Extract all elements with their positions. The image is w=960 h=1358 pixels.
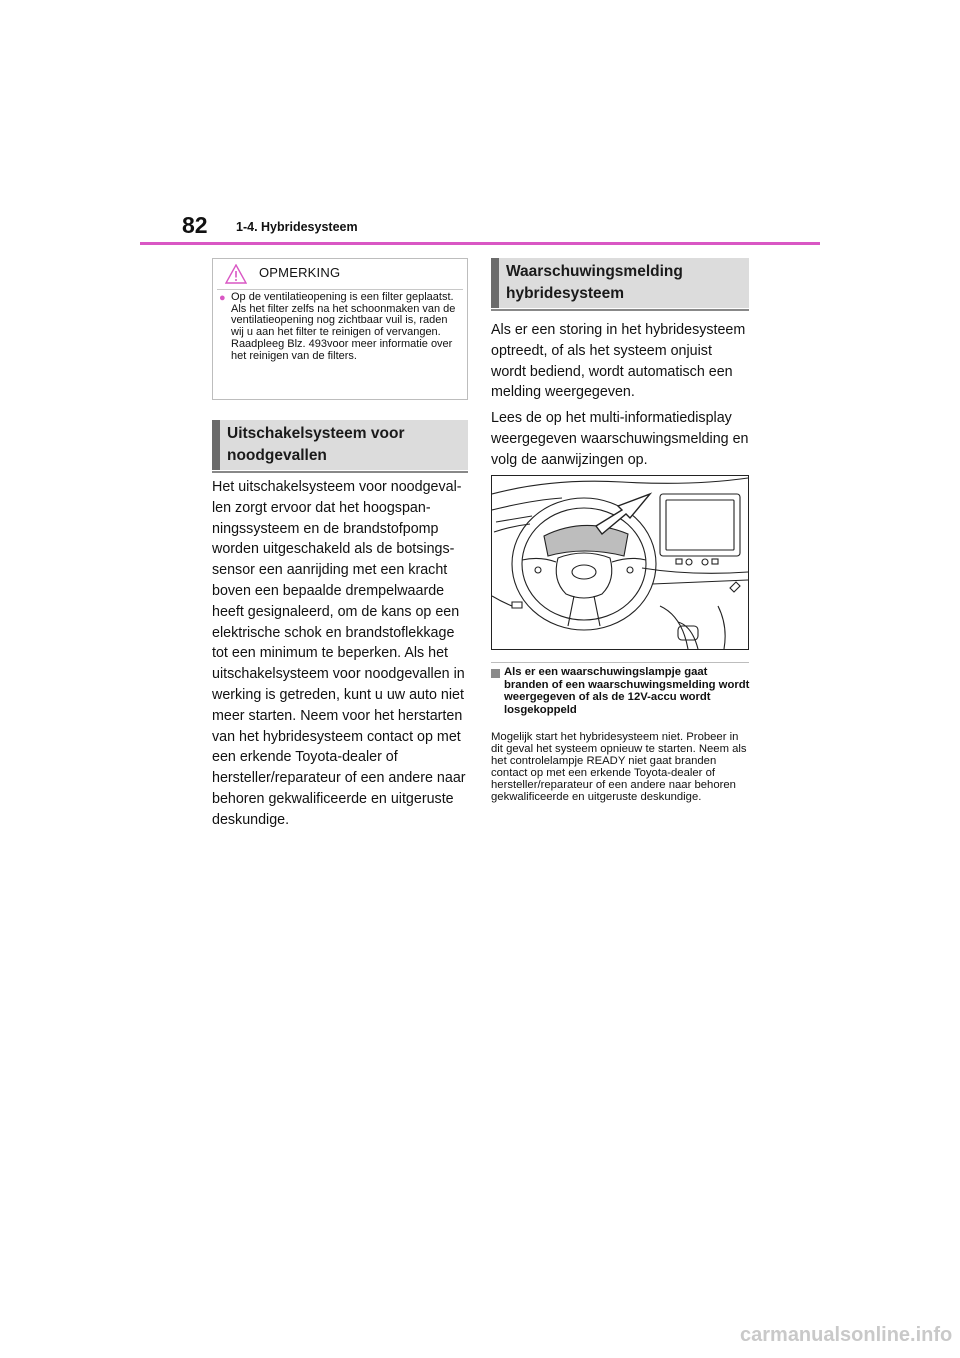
body-paragraph-1: Als er een storing in het hybridesysteem optreedt, of als het systeem onjuist wordt bediend, wordt automatisch een melding weergegeven. [491, 322, 746, 401]
emergency-shutoff-body [212, 477, 474, 831]
body-paragraph: Het uitschakelsysteem voor noodgevallen zorgt ervoor dat het hoogspanningssysteem en de brandstofpomp worden uitgeschakeld als de botsingssensor een aanrijding met een kracht boven een bepaalde drempelwaarde heeft gesignaleerd, om de kans op een elektrische schok en brandstoflekkage tot een minimum te beperken. Als het uitschakelsysteem voor noodgevallen in werking is getreden, kunt u uw auto niet meer starten. Neem voor het herstarten van het hybridesysteem contact op met een erkende Toyota-dealer of hersteller/reparateur of een andere naar behoren gekwalificeerde en uitgeruste deskundige. [212, 479, 466, 828]
note-bullet: ● [219, 292, 226, 304]
sub-body-text: Mogelijk start het hybridesysteem niet. Probeer in dit geval het systeem opnieuw te starten. Neem als het controlelampje READY niet gaat branden contact op met een erkende Toyota-dealer of hersteller/reparateur of een andere naar behoren gekwalificeerde en uitgeruste deskundige. [491, 731, 747, 804]
illustration-bottom-rule [491, 662, 749, 663]
heading-line-1: Waarschuwingsmelding [506, 263, 683, 280]
heading-underline [491, 309, 749, 311]
note-header [213, 259, 467, 287]
note-title: OPMERKING [259, 265, 341, 280]
sub-heading: Als er een waarschuwingslampje gaat branden of een waarschuwingsmelding wordt weergegeven of als de 12V-accu wordt losgekoppeld [504, 666, 750, 716]
watermark: carmanualsonline.info [740, 1324, 953, 1346]
section-title: 1-4. Hybridesysteem [236, 220, 358, 234]
hybrid-warning-body [491, 320, 749, 471]
heading-line-2: hybridesysteem [506, 285, 625, 302]
section-heading-hybrid-warning [491, 258, 749, 308]
heading-line-2: noodgevallen [227, 447, 327, 464]
page-number: 82 [182, 212, 208, 238]
sub-heading-marker [491, 669, 500, 678]
note-box [212, 258, 468, 400]
header-rule [140, 242, 820, 245]
body-paragraph-2: Lees de op het multi-informatiedisplay weergegeven waarschuwingsmelding en volg de aanwijzingen op. [491, 410, 749, 468]
heading-line-1: Uitschakelsysteem voor [227, 425, 405, 442]
dashboard-illustration [491, 475, 749, 650]
note-rule [217, 289, 463, 290]
warning-triangle-icon [225, 264, 247, 284]
section-heading-emergency-shutoff [212, 420, 468, 470]
note-text: Op de ventilatieopening is een filter geplaatst. Als het filter zelfs na het schoonmaken van de ventilatieopening nog zichtbaar vuil is, raden wij u aan het filter te reinigen of vervangen. Raadpleeg Blz. 493voor meer informatie over het reinigen van de filters. [231, 291, 456, 362]
heading-underline [212, 471, 468, 473]
